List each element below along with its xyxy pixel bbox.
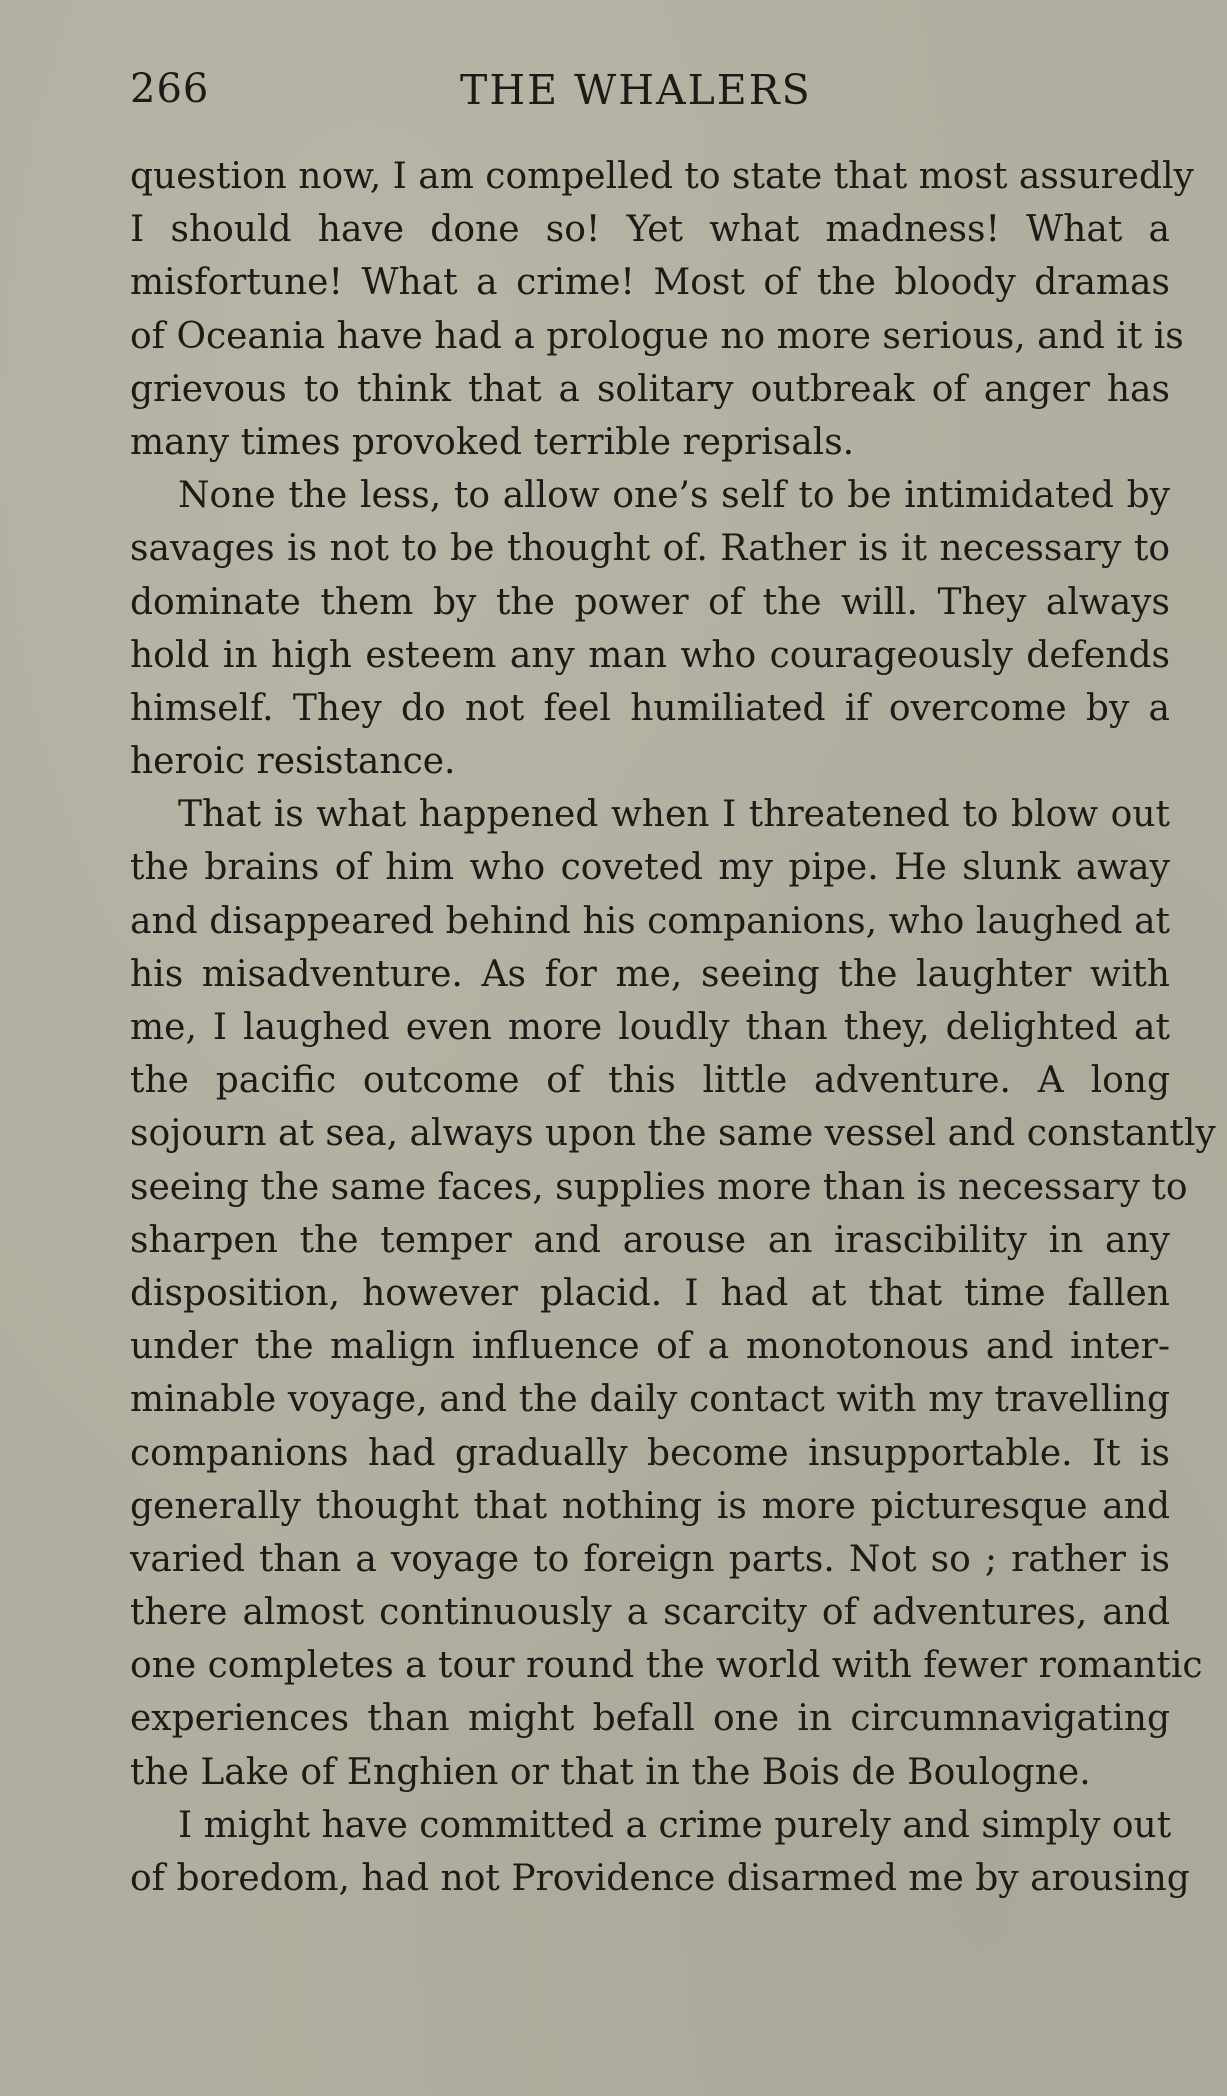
text-line: misfortune! What a crime! Most of the bloody dramas [130,262,1170,304]
text-line: sharpen the temper and arouse an irascibility in any [130,1219,1170,1261]
running-head [130,66,1170,126]
text-line: there almost continuously a scarcity of adventures, and [130,1592,1170,1634]
text-line: the Lake of Enghien or that in the Bois de Boulogne. [130,1751,1091,1793]
running-title: THE WHALERS [460,66,812,114]
text-line: That is what happened when I threatened to blow out [178,794,1170,836]
text-line: None the less, to allow one’s self to be intimidated by [178,475,1170,517]
text-line: many times provoked terrible reprisals. [130,421,855,463]
text-line: sojourn at sea, always upon the same vessel and constantly [130,1113,1216,1155]
text-line: under the malign influence of a monotonous and inter- [130,1326,1170,1368]
text-line: heroic resistance. [130,741,456,783]
body-text [130,150,1216,1905]
text-line: the pacific outcome of this little adventure. A long [130,1060,1170,1102]
text-line: the brains of him who coveted my pipe. He slunk away [130,847,1170,889]
text-line: his misadventure. As for me, seeing the laughter with [130,953,1170,995]
text-line: me, I laughed even more loudly than they, delighted at [130,1007,1170,1048]
text-line: himself. They do not feel humiliated if overcome by a [130,687,1170,729]
text-line: experiences than might befall one in circumnavigating [130,1698,1170,1740]
text-line: minable voyage, and the daily contact with my travelling [130,1379,1170,1421]
text-line: hold in high esteem any man who courageously defends [130,634,1170,676]
text-line: generally thought that nothing is more picturesque and [130,1485,1170,1527]
text-line: dominate them by the power of the will. They always [130,581,1170,623]
text-line: companions had gradually become insupportable. It is [130,1432,1170,1474]
text-line: of boredom, had not Providence disarmed me by arousing [130,1858,1190,1899]
text-line: disposition, however placid. I had at that time fallen [130,1272,1170,1314]
text-line: varied than a voyage to foreign parts. Not so ; rather is [130,1538,1170,1580]
text-line: question now, I am compelled to state that most assuredly [130,156,1194,197]
text-line: seeing the same faces, supplies more than is necessary to [130,1166,1188,1208]
text-line: I might have committed a crime purely and simply out [178,1804,1172,1846]
text-line: savages is not to be thought of. Rather is it necessary to [130,528,1170,570]
text-line: I should have done so! Yet what madness! What a [130,209,1170,251]
text-line: and disappeared behind his companions, who laughed at [130,900,1170,942]
page-number: 266 [130,66,210,112]
text-line: of Oceania have had a prologue no more serious, and it is [130,315,1184,357]
text-line: grievous to think that a solitary outbreak of anger has [130,368,1170,410]
text-line: one completes a tour round the world with fewer romantic [130,1645,1203,1687]
